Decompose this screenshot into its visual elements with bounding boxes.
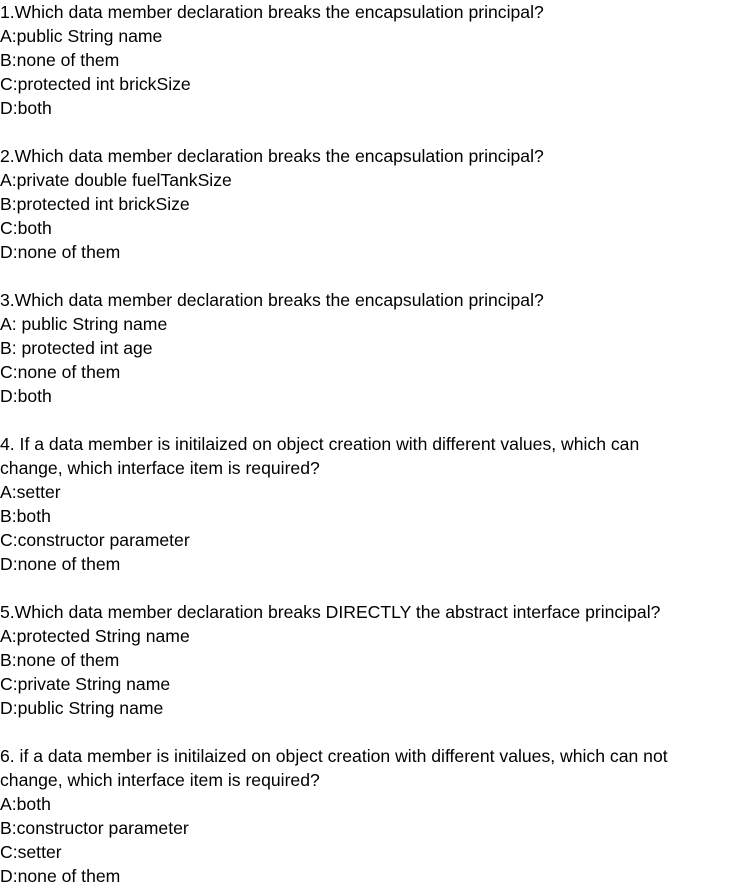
answer-option: D:none of them [0, 242, 121, 262]
answer-option: A:private double fuelTankSize [0, 170, 232, 190]
question-text: change, which interface item is required? [0, 770, 320, 790]
answer-option: C:both [0, 218, 52, 238]
answer-option: D:none of them [0, 866, 121, 886]
answer-option: A: public String name [0, 314, 168, 334]
answer-option: D:none of them [0, 554, 121, 574]
question-block [0, 144, 747, 264]
question-text: 1.Which data member declaration breaks the encapsulation principal? [0, 2, 544, 22]
answer-option: C:protected int brickSize [0, 74, 191, 94]
question-block [0, 744, 747, 888]
answer-option: A:setter [0, 482, 61, 502]
question-block [0, 288, 747, 408]
answer-option: D:both [0, 386, 52, 406]
answer-option: B:none of them [0, 50, 120, 70]
answer-option: A:both [0, 794, 51, 814]
answer-option: C:private String name [0, 674, 171, 694]
answer-option: B:none of them [0, 650, 120, 670]
question-text: 3.Which data member declaration breaks the encapsulation principal? [0, 290, 544, 310]
answer-option: D:public String name [0, 698, 164, 718]
question-text: 2.Which data member declaration breaks the encapsulation principal? [0, 146, 544, 166]
answer-option: B:both [0, 506, 51, 526]
answer-option: A:public String name [0, 26, 163, 46]
question-text: 6. if a data member is initilaized on object creation with different values, which can not [0, 746, 668, 766]
answer-option: C:constructor parameter [0, 530, 190, 550]
question-block [0, 432, 747, 576]
answer-option: A:protected String name [0, 626, 190, 646]
answer-option: B:constructor parameter [0, 818, 189, 838]
answer-option: B:protected int brickSize [0, 194, 190, 214]
question-text: change, which interface item is required? [0, 458, 320, 478]
answer-option: C:none of them [0, 362, 121, 382]
answer-option: D:both [0, 98, 52, 118]
question-block [0, 0, 747, 120]
question-text: 4. If a data member is initilaized on object creation with different values, which can [0, 434, 640, 454]
question-block [0, 600, 747, 720]
question-text: 5.Which data member declaration breaks DIRECTLY the abstract interface principal? [0, 602, 661, 622]
answer-option: B: protected int age [0, 338, 153, 358]
answer-option: C:setter [0, 842, 62, 862]
